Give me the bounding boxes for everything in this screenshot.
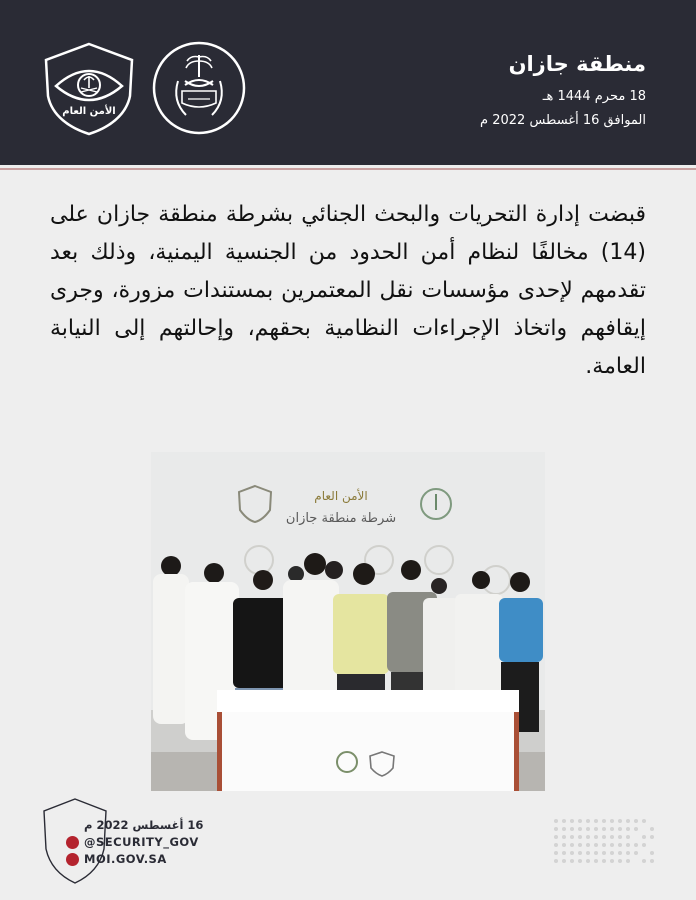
- decor-dot: [626, 851, 630, 855]
- decor-dot: [570, 835, 574, 839]
- decor-dot: [642, 859, 646, 863]
- wall-title: الأمن العام: [314, 489, 368, 503]
- decor-dot: [570, 827, 574, 831]
- decor-dot: [594, 859, 598, 863]
- decor-dot: [594, 819, 598, 823]
- decor-dot: [586, 859, 590, 863]
- decor-dot: [594, 843, 598, 847]
- decor-dot: [578, 827, 582, 831]
- decor-dot: [626, 835, 630, 839]
- decor-dot: [610, 827, 614, 831]
- public-security-logo-text: الأمن العام: [62, 106, 116, 117]
- decor-dot: [578, 843, 582, 847]
- article-body: قبضت إدارة التحريات والبحث الجنائي بشرطة منطقة جازان على (14) مخالفًا لنظام أمن الحدود من الجنسية اليمنية، وذلك بعد تقدمهم لإحدى مؤسسات نقل المعتمرين بمستندات مزورة، وجرى إيقافهم واتخاذ الإجراءات النظامية بحقهم، وإحالتهم إلى النيابة العامة.: [50, 202, 646, 379]
- decor-dot: [634, 827, 638, 831]
- decor-dot: [578, 819, 582, 823]
- decor-dot: [610, 859, 614, 863]
- decor-dot: [562, 859, 566, 863]
- hijri-date: 18 محرم 1444 هـ: [542, 89, 646, 104]
- website-link[interactable]: MOI.GOV.SA: [84, 852, 167, 866]
- header-divider: [0, 168, 696, 170]
- twitter-handle-row[interactable]: [66, 835, 199, 849]
- decor-dot: [650, 827, 654, 831]
- decor-dot: [578, 859, 582, 863]
- decor-dot: [642, 843, 646, 847]
- decor-dot: [586, 851, 590, 855]
- decor-dot: [562, 835, 566, 839]
- decor-dot: [618, 851, 622, 855]
- decor-dot: [634, 843, 638, 847]
- decor-dot: [562, 851, 566, 855]
- decor-dot: [602, 835, 606, 839]
- decor-dot: [554, 843, 558, 847]
- decor-dot: [594, 851, 598, 855]
- decor-dot: [562, 819, 566, 823]
- decor-dot: [618, 859, 622, 863]
- public-security-logo-icon: [42, 42, 136, 136]
- decor-dot: [578, 851, 582, 855]
- decor-dot: [570, 859, 574, 863]
- decor-dot: [618, 819, 622, 823]
- decor-dot: [610, 851, 614, 855]
- decor-dot: [618, 835, 622, 839]
- decor-dot: [626, 859, 630, 863]
- decor-dot: [594, 827, 598, 831]
- decor-dot: [610, 819, 614, 823]
- decor-dot: [634, 819, 638, 823]
- globe-icon: [66, 853, 79, 866]
- decor-dot: [634, 851, 638, 855]
- gregorian-date: الموافق 16 أغسطس 2022 م: [480, 113, 646, 128]
- region-title: منطقة جازان: [508, 52, 646, 76]
- decor-dot: [602, 843, 606, 847]
- decor-dot: [586, 835, 590, 839]
- decor-dot: [642, 835, 646, 839]
- decor-dot: [618, 827, 622, 831]
- decor-dot: [562, 827, 566, 831]
- decor-dot: [642, 819, 646, 823]
- decor-dot: [650, 859, 654, 863]
- decor-dot: [602, 827, 606, 831]
- decor-dot: [626, 843, 630, 847]
- decor-dot: [586, 819, 590, 823]
- decor-dot: [602, 859, 606, 863]
- decor-dot: [626, 819, 630, 823]
- decorative-dot-pattern: [552, 817, 662, 867]
- decor-dot: [594, 835, 598, 839]
- decor-dot: [554, 827, 558, 831]
- decor-dot: [570, 851, 574, 855]
- decor-dot: [570, 843, 574, 847]
- decor-dot: [570, 819, 574, 823]
- footer-date: 16 أغسطس 2022 م: [84, 818, 204, 832]
- twitter-icon: [66, 836, 79, 849]
- decor-dot: [650, 835, 654, 839]
- decor-dot: [554, 835, 558, 839]
- decor-dot: [554, 859, 558, 863]
- decor-dot: [650, 851, 654, 855]
- decor-dot: [618, 843, 622, 847]
- decor-dot: [586, 827, 590, 831]
- news-photo: [151, 452, 545, 791]
- decor-dot: [610, 835, 614, 839]
- website-row[interactable]: [66, 852, 167, 866]
- decor-dot: [578, 835, 582, 839]
- decor-dot: [554, 851, 558, 855]
- decor-dot: [602, 851, 606, 855]
- twitter-handle[interactable]: @SECURITY_GOV: [84, 835, 199, 849]
- wall-subtitle: شرطة منطقة جازان: [285, 511, 397, 526]
- decor-dot: [602, 819, 606, 823]
- decor-dot: [586, 843, 590, 847]
- podium: [217, 690, 519, 791]
- ministry-logo-icon: [152, 41, 246, 135]
- decor-dot: [610, 843, 614, 847]
- decor-dot: [562, 843, 566, 847]
- decor-dot: [554, 819, 558, 823]
- decor-dot: [626, 827, 630, 831]
